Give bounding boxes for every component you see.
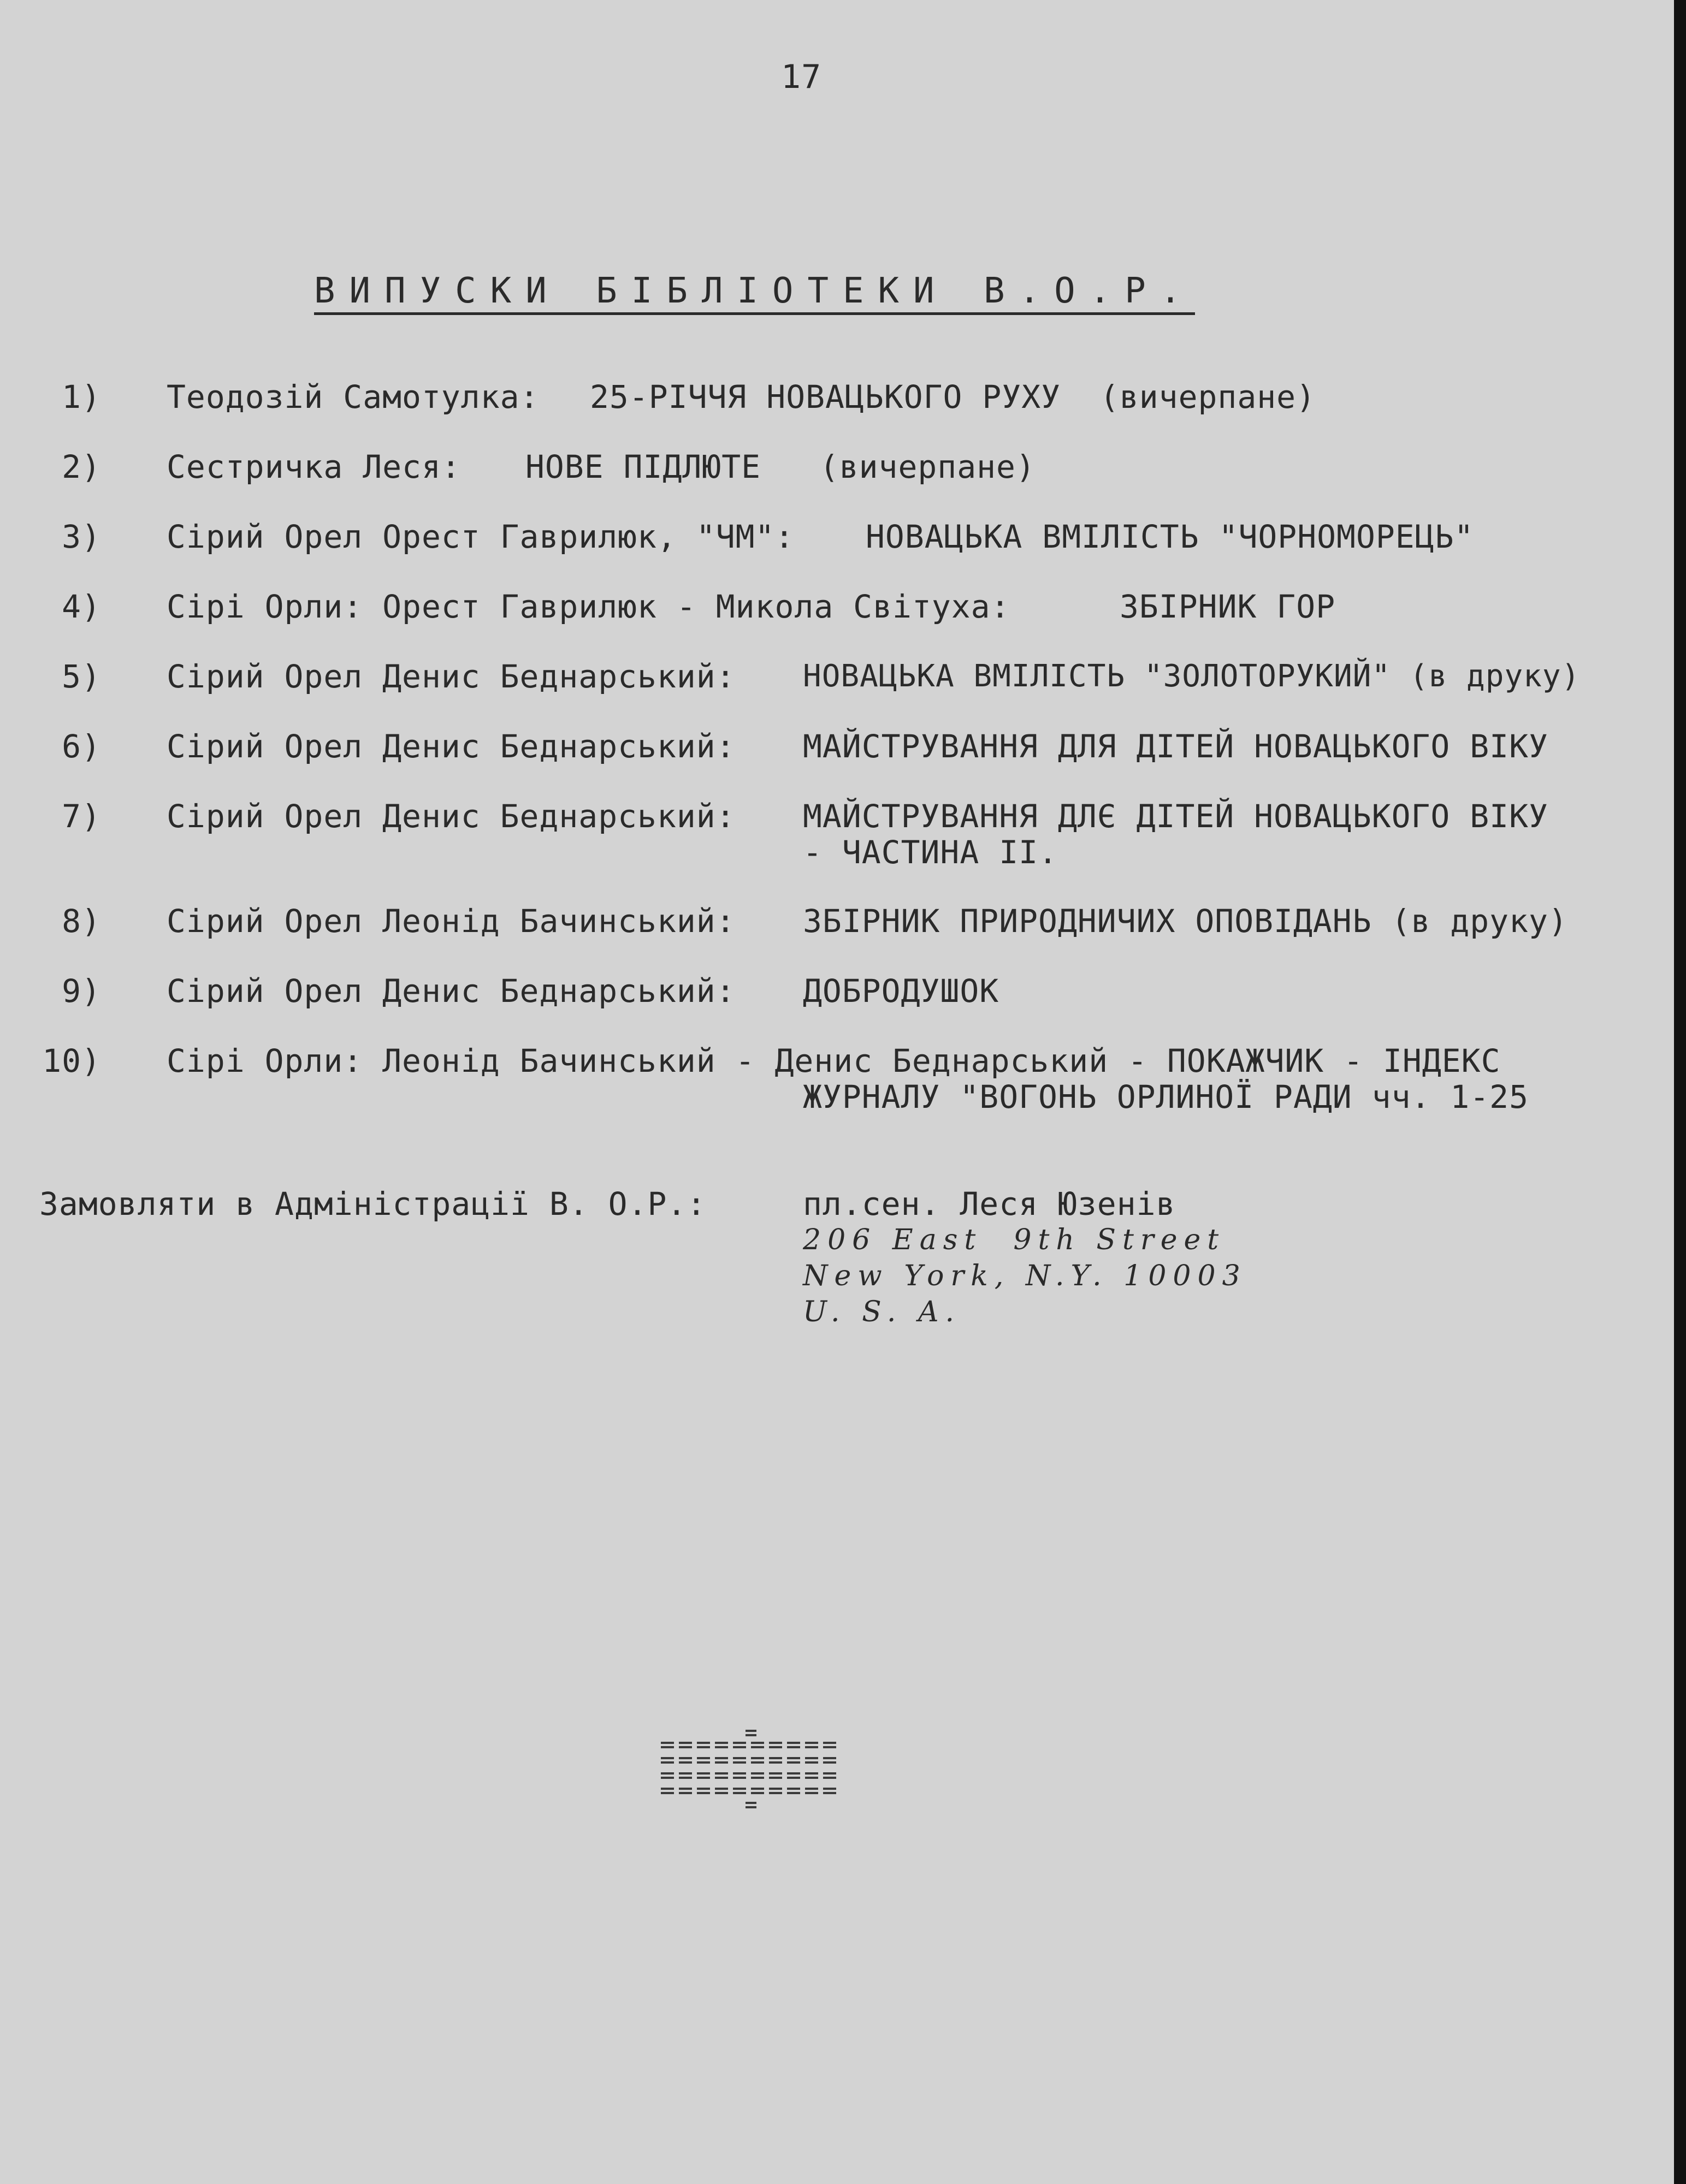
item-title: МАЙСТРУВАННЯ ДЛЄ ДІТЕЙ НОВАЦЬКОГО ВІКУ xyxy=(803,798,1548,835)
item-title-continued: ЖУРНАЛУ "ВОГОНЬ ОРЛИНОЇ РАДИ чч. 1-25 xyxy=(803,1078,1529,1115)
item-author: Сірий Орел Леонід Бачинський: xyxy=(167,903,736,940)
item-author: Сірий Орел Орест Гаврилюк, "ЧМ": xyxy=(167,518,795,555)
order-contact-name: пл.сен. Леся Юзенів xyxy=(803,1185,1176,1222)
order-label: Замовляти в Адміністрації В. О.Р.: xyxy=(39,1185,707,1222)
page-title: ВИПУСКИ БІБЛІОТЕКИ В.О.Р. xyxy=(314,273,1195,315)
item-author: Сірий Орел Денис Беднарський: xyxy=(167,658,736,695)
item-number: 1) xyxy=(62,378,101,416)
page-number: 17 xyxy=(781,58,822,96)
item-author: Сірі Орли: Леонід Бачинський - Денис Беднарський - ПОКАЖЧИК - ІНДЕКС xyxy=(167,1042,1501,1079)
item-title: ЗБІРНИК ПРИРОДНИЧИХ ОПОВІДАНЬ (в друку) xyxy=(803,903,1568,940)
item-author: Сірий Орел Денис Беднарський: xyxy=(167,972,736,1010)
item-number: 8) xyxy=(62,903,101,940)
item-title: ЗБІРНИК ГОР xyxy=(1120,588,1336,625)
item-title: 25-РІЧЧЯ НОВАЦЬКОГО РУХУ (вичерпане) xyxy=(590,378,1316,416)
typed-ornament xyxy=(658,1725,844,1813)
item-number: 3) xyxy=(62,518,101,555)
item-number: 5) xyxy=(62,658,101,695)
item-number: 6) xyxy=(62,728,101,765)
item-author: Сірий Орел Денис Беднарський: xyxy=(167,728,736,765)
item-author: Сірий Орел Денис Беднарський: xyxy=(167,798,736,835)
item-title: НОВАЦЬКА ВМІЛІСТЬ "ЧОРНОМОРЕЦЬ" xyxy=(866,518,1474,555)
item-title: ДОБРОДУШОК xyxy=(803,972,999,1010)
item-title-continued: - ЧАСТИНА ІІ. xyxy=(803,834,1058,871)
item-author: Сірі Орли: Орест Гаврилюк - Микола Світуха: xyxy=(167,588,1010,625)
item-title: НОВАЦЬКА ВМІЛІСТЬ "ЗОЛОТОРУКИЙ" (в друку) xyxy=(803,658,1581,694)
item-number: 7) xyxy=(62,798,101,835)
address-line: 206 East 9th Street xyxy=(803,1224,1226,1256)
address-line: U. S. A. xyxy=(803,1296,961,1328)
address-line: New York, N.Y. 10003 xyxy=(803,1260,1247,1292)
item-author: Теодозій Самотулка: xyxy=(167,378,540,416)
item-number: 10) xyxy=(42,1042,101,1079)
item-number: 4) xyxy=(62,588,101,625)
item-author: Сестричка Леся: xyxy=(167,448,461,485)
page-edge xyxy=(1674,0,1686,2184)
item-title: МАЙСТРУВАННЯ ДЛЯ ДІТЕЙ НОВАЦЬКОГО ВІКУ xyxy=(803,728,1548,765)
item-title: НОВЕ ПІДЛЮТЕ (вичерпане) xyxy=(525,448,1036,485)
item-number: 9) xyxy=(62,972,101,1010)
item-number: 2) xyxy=(62,448,101,485)
